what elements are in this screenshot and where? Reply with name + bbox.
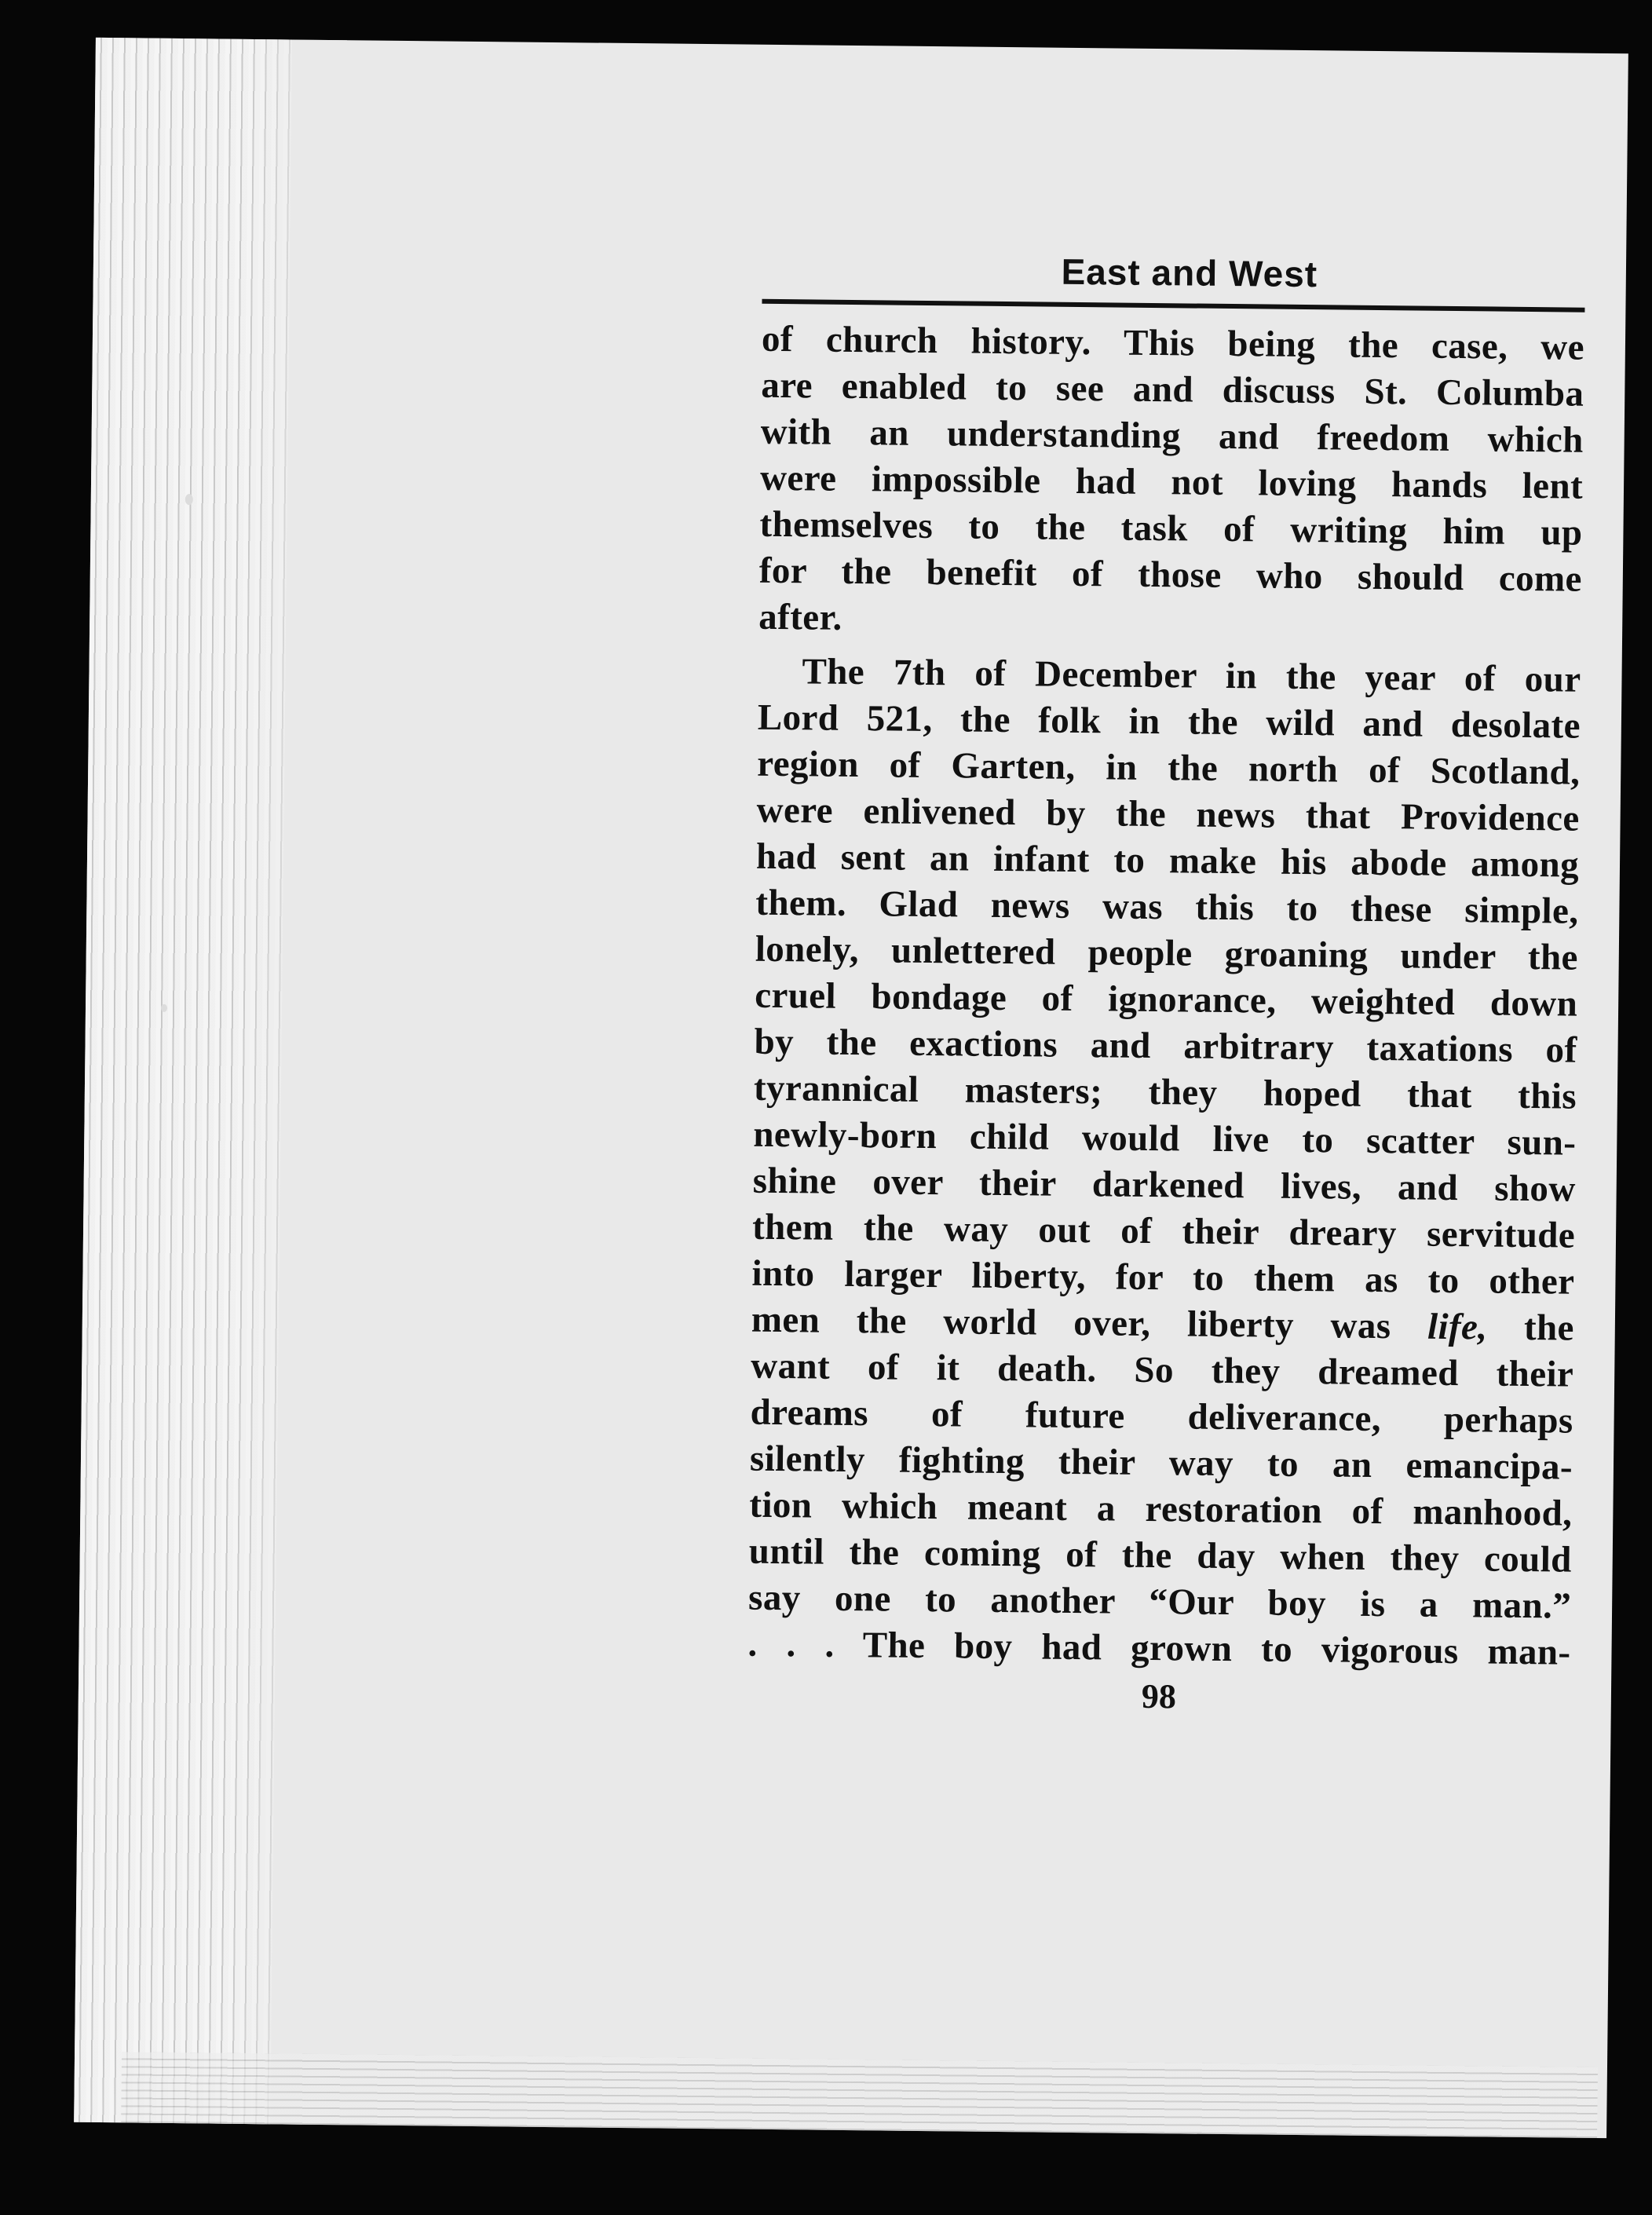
text-line: . . . The boy had grown to vigorous man- xyxy=(747,1623,1571,1673)
text-line: themselves to the task of writing him up xyxy=(759,503,1583,554)
italic-word: life, xyxy=(1427,1306,1488,1348)
text-line: tyrannical masters; they hoped that this xyxy=(753,1067,1577,1117)
text-line: them the way out of their dreary servitude xyxy=(751,1206,1576,1256)
text-line: were impossible had not loving hands lent xyxy=(759,457,1584,507)
text-line: after. xyxy=(758,596,842,638)
text-line: newly-born child would live to scatter sun- xyxy=(753,1113,1577,1164)
text-line-with-italic xyxy=(751,1297,1575,1352)
text-line: for the benefit of those who should come xyxy=(758,550,1583,600)
text-line: tion which meant a restoration of manhood, xyxy=(749,1484,1573,1534)
text-line: region of Garten, in the north of Scotland, xyxy=(757,743,1581,793)
text-line: into larger liberty, for to them as to other xyxy=(751,1252,1575,1303)
text-line: Lord 521, the folk in the wild and desolate xyxy=(757,696,1581,747)
text-line: say one to another “Our boy is a man.” xyxy=(747,1577,1572,1627)
text-line: shine over their darkened lives, and show xyxy=(752,1160,1576,1210)
text-line: until the coming of the day when they could xyxy=(748,1530,1573,1581)
text-line: want of it death. So they dreamed their xyxy=(751,1345,1574,1395)
text-line: of church history. This being the case, we xyxy=(761,318,1585,368)
text-line: were enlivened by the news that Providence xyxy=(756,789,1580,839)
page-number: 98 xyxy=(1141,1676,1177,1716)
text-line: them. Glad news was this to these simple, xyxy=(755,882,1579,932)
paragraph-2 xyxy=(747,649,1581,1676)
text-line: are enabled to see and discuss St. Columba xyxy=(761,364,1584,415)
text-line: silently fighting their way to an emancipa- xyxy=(749,1438,1573,1488)
text-line: lonely, unlettered people groaning under the xyxy=(755,928,1579,978)
text-segment: men the world over, liberty was xyxy=(751,1299,1428,1347)
text-line: dreams of future deliverance, perhaps xyxy=(750,1391,1573,1442)
text-line: The 7th of December in the year of our xyxy=(802,651,1581,700)
bottom-page-edges xyxy=(121,2052,1598,2138)
page-edge-shading xyxy=(74,38,347,2125)
text-segment: the xyxy=(1487,1307,1575,1349)
text-line: by the exactions and arbitrary taxations of xyxy=(754,1021,1577,1071)
paragraph-1 xyxy=(758,316,1584,649)
text-block xyxy=(747,243,1586,1721)
page-sheet xyxy=(74,38,1628,2138)
text-line: had sent an infant to make his abode among xyxy=(755,835,1580,886)
running-head: East and West xyxy=(1061,250,1318,295)
text-line: cruel bondage of ignorance, weighted down xyxy=(754,974,1578,1025)
text-line: with an understanding and freedom which xyxy=(760,411,1584,461)
dust-speck xyxy=(161,1004,167,1012)
